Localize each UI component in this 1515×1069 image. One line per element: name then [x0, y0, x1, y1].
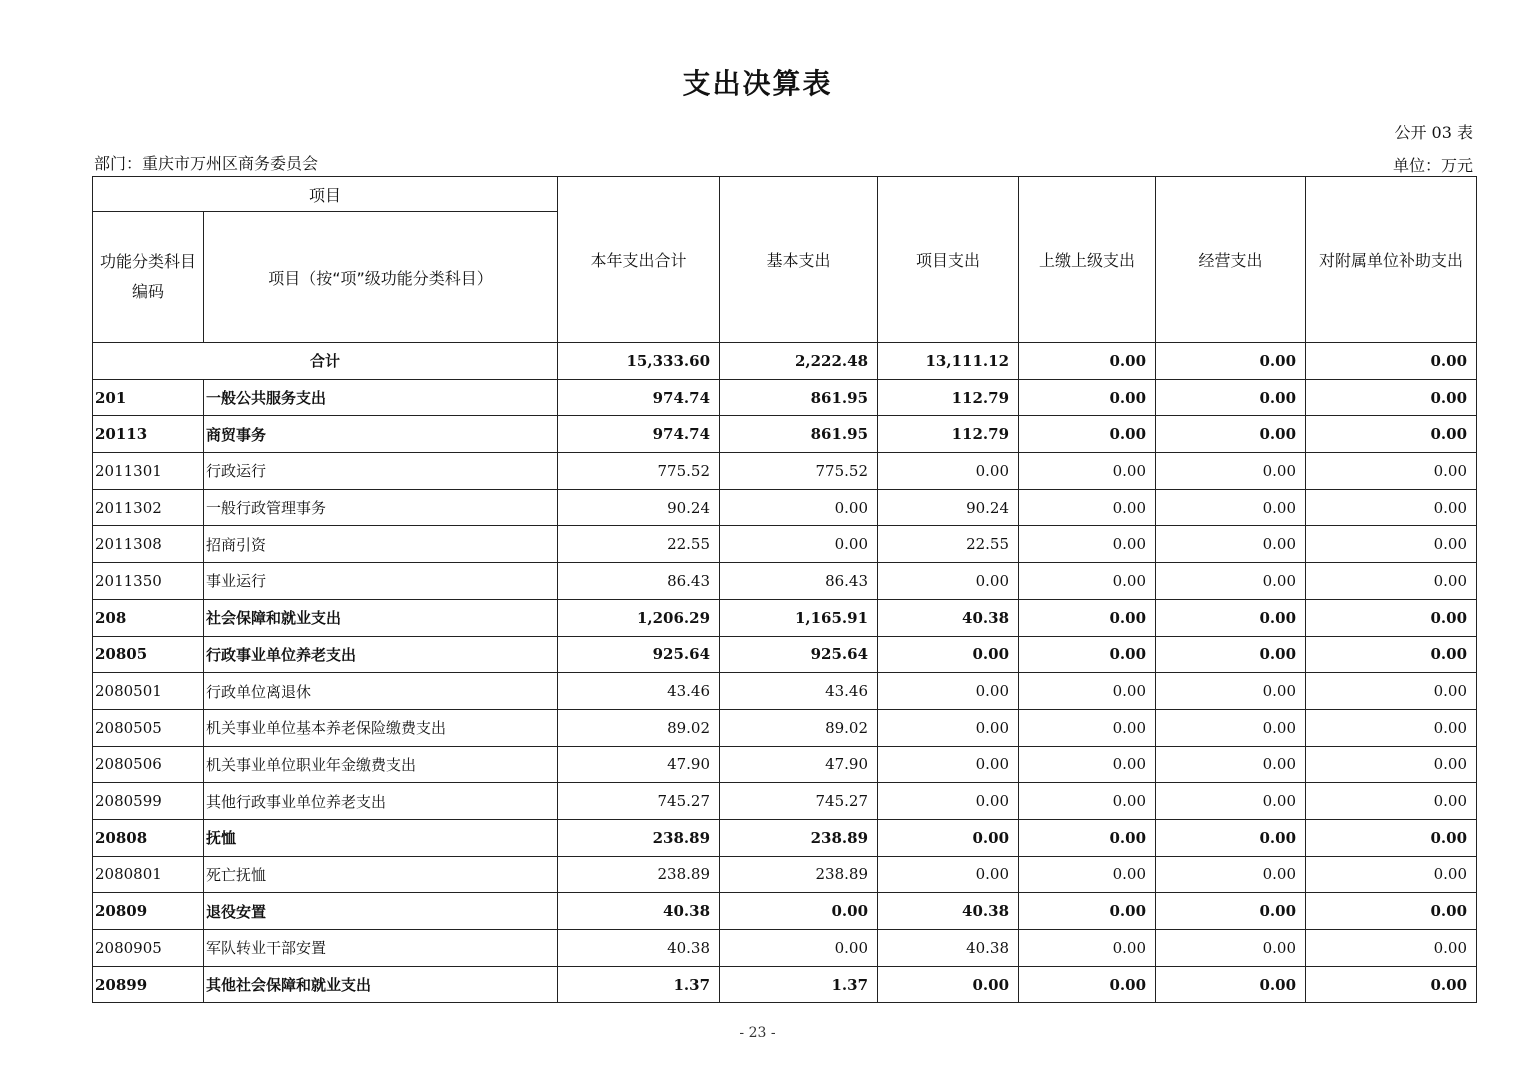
row-value: 0.00 — [1306, 819, 1477, 856]
row-value: 0.00 — [720, 930, 878, 967]
table-row — [93, 416, 1477, 453]
row-value: 22.55 — [878, 526, 1019, 563]
total-label: 合计 — [93, 343, 558, 380]
total-cell: 0.00 — [1306, 343, 1477, 380]
row-code: 20809 — [93, 893, 204, 930]
row-name: 行政事业单位养老支出 — [204, 636, 558, 673]
table-row — [93, 489, 1477, 526]
row-value: 0.00 — [1156, 379, 1306, 416]
total-cell: 2,222.48 — [720, 343, 878, 380]
row-name: 退役安置 — [204, 893, 558, 930]
row-name: 死亡抚恤 — [204, 856, 558, 893]
row-value: 0.00 — [878, 819, 1019, 856]
row-value: 0.00 — [878, 673, 1019, 710]
row-name: 事业运行 — [204, 563, 558, 600]
table-row — [93, 966, 1477, 1003]
table-row — [93, 819, 1477, 856]
row-value: 974.74 — [558, 379, 720, 416]
row-value: 0.00 — [1156, 416, 1306, 453]
row-name: 社会保障和就业支出 — [204, 599, 558, 636]
total-cell: 15,333.60 — [558, 343, 720, 380]
row-value: 0.00 — [1306, 563, 1477, 600]
table-row — [93, 673, 1477, 710]
table-row — [93, 563, 1477, 600]
row-code: 2080506 — [93, 746, 204, 783]
row-value: 0.00 — [1019, 856, 1156, 893]
row-value: 89.02 — [558, 709, 720, 746]
header-business: 经营支出 — [1156, 177, 1306, 343]
row-value: 0.00 — [1019, 563, 1156, 600]
row-name: 机关事业单位基本养老保险缴费支出 — [204, 709, 558, 746]
total-row — [93, 343, 1477, 380]
row-value: 112.79 — [878, 416, 1019, 453]
row-value: 0.00 — [1019, 416, 1156, 453]
row-value: 238.89 — [720, 856, 878, 893]
row-value: 0.00 — [1306, 416, 1477, 453]
row-code: 208 — [93, 599, 204, 636]
row-value: 1.37 — [558, 966, 720, 1003]
row-value: 0.00 — [720, 489, 878, 526]
row-value: 925.64 — [558, 636, 720, 673]
table-row — [93, 746, 1477, 783]
row-value: 861.95 — [720, 379, 878, 416]
table-number: 公开 03 表 — [1394, 123, 1473, 142]
table-row — [93, 930, 1477, 967]
row-value: 775.52 — [558, 453, 720, 490]
header-basic: 基本支出 — [720, 177, 878, 343]
row-value: 0.00 — [1156, 526, 1306, 563]
row-value: 86.43 — [720, 563, 878, 600]
row-value: 925.64 — [720, 636, 878, 673]
row-name: 招商引资 — [204, 526, 558, 563]
row-value: 0.00 — [878, 563, 1019, 600]
row-value: 0.00 — [878, 856, 1019, 893]
row-value: 0.00 — [1156, 673, 1306, 710]
row-value: 0.00 — [1306, 489, 1477, 526]
row-name: 行政运行 — [204, 453, 558, 490]
row-value: 0.00 — [1019, 746, 1156, 783]
row-value: 0.00 — [1306, 783, 1477, 820]
row-code: 2080501 — [93, 673, 204, 710]
header-code: 功能分类科目编码 — [93, 212, 204, 343]
table-row — [93, 526, 1477, 563]
row-value: 0.00 — [1019, 673, 1156, 710]
row-value: 0.00 — [1019, 966, 1156, 1003]
table-row — [93, 599, 1477, 636]
row-value: 0.00 — [1156, 636, 1306, 673]
row-value: 47.90 — [558, 746, 720, 783]
row-value: 238.89 — [558, 819, 720, 856]
row-code: 2011308 — [93, 526, 204, 563]
row-value: 775.52 — [720, 453, 878, 490]
row-value: 0.00 — [1306, 379, 1477, 416]
row-value: 1,165.91 — [720, 599, 878, 636]
row-code: 2011302 — [93, 489, 204, 526]
row-code: 2011350 — [93, 563, 204, 600]
row-value: 745.27 — [558, 783, 720, 820]
row-value: 0.00 — [1306, 453, 1477, 490]
row-value: 0.00 — [1156, 966, 1306, 1003]
header-name: 项目（按“项”级功能分类科目） — [204, 212, 558, 343]
row-code: 2080905 — [93, 930, 204, 967]
row-value: 0.00 — [1156, 893, 1306, 930]
row-value: 238.89 — [720, 819, 878, 856]
row-value: 0.00 — [1156, 489, 1306, 526]
row-value: 0.00 — [878, 453, 1019, 490]
row-value: 1,206.29 — [558, 599, 720, 636]
row-value: 0.00 — [1156, 819, 1306, 856]
row-code: 20805 — [93, 636, 204, 673]
row-value: 0.00 — [1019, 636, 1156, 673]
row-value: 0.00 — [720, 893, 878, 930]
row-value: 22.55 — [558, 526, 720, 563]
row-value: 0.00 — [1156, 709, 1306, 746]
row-code: 201 — [93, 379, 204, 416]
row-name: 一般公共服务支出 — [204, 379, 558, 416]
row-value: 0.00 — [1019, 599, 1156, 636]
department-label: 部门：重庆市万州区商务委员会 — [94, 154, 319, 173]
row-value: 0.00 — [1019, 526, 1156, 563]
row-name: 商贸事务 — [204, 416, 558, 453]
table-row — [93, 783, 1477, 820]
row-name: 机关事业单位职业年金缴费支出 — [204, 746, 558, 783]
row-value: 89.02 — [720, 709, 878, 746]
row-value: 90.24 — [558, 489, 720, 526]
table-row — [93, 636, 1477, 673]
row-value: 0.00 — [1306, 856, 1477, 893]
row-value: 0.00 — [1156, 930, 1306, 967]
row-code: 20899 — [93, 966, 204, 1003]
page-title: 支出决算表 — [682, 67, 833, 100]
row-value: 0.00 — [1019, 709, 1156, 746]
header-total: 本年支出合计 — [558, 177, 720, 343]
row-value: 0.00 — [1156, 453, 1306, 490]
row-name: 一般行政管理事务 — [204, 489, 558, 526]
total-cell: 0.00 — [1019, 343, 1156, 380]
row-name: 抚恤 — [204, 819, 558, 856]
header-subsidy: 对附属单位补助支出 — [1306, 177, 1477, 343]
row-value: 0.00 — [1156, 856, 1306, 893]
row-code: 2080505 — [93, 709, 204, 746]
table-row — [93, 856, 1477, 893]
row-name: 其他社会保障和就业支出 — [204, 966, 558, 1003]
header-upper-payment: 上缴上级支出 — [1019, 177, 1156, 343]
unit-label: 单位：万元 — [1392, 156, 1473, 175]
page-number: - 23 - — [739, 1025, 776, 1041]
row-code: 20113 — [93, 416, 204, 453]
header-project: 项目 — [93, 177, 558, 212]
table-row — [93, 893, 1477, 930]
row-value: 1.37 — [720, 966, 878, 1003]
table-row — [93, 709, 1477, 746]
row-code: 2080801 — [93, 856, 204, 893]
row-value: 0.00 — [1019, 819, 1156, 856]
row-value: 0.00 — [878, 783, 1019, 820]
row-value: 0.00 — [878, 709, 1019, 746]
row-value: 0.00 — [1306, 709, 1477, 746]
row-value: 745.27 — [720, 783, 878, 820]
row-value: 0.00 — [720, 526, 878, 563]
row-value: 0.00 — [1306, 599, 1477, 636]
row-value: 0.00 — [1306, 746, 1477, 783]
row-value: 43.46 — [558, 673, 720, 710]
row-value: 47.90 — [720, 746, 878, 783]
row-value: 0.00 — [1019, 453, 1156, 490]
row-value: 0.00 — [1019, 930, 1156, 967]
table-row — [93, 453, 1477, 490]
total-cell: 0.00 — [1156, 343, 1306, 380]
row-value: 0.00 — [1156, 599, 1306, 636]
row-name: 其他行政事业单位养老支出 — [204, 783, 558, 820]
row-value: 40.38 — [878, 599, 1019, 636]
row-value: 0.00 — [1019, 893, 1156, 930]
row-value: 40.38 — [558, 893, 720, 930]
row-value: 0.00 — [878, 746, 1019, 783]
row-code: 20808 — [93, 819, 204, 856]
row-value: 861.95 — [720, 416, 878, 453]
row-value: 40.38 — [878, 930, 1019, 967]
header-project-expenditure: 项目支出 — [878, 177, 1019, 343]
row-value: 112.79 — [878, 379, 1019, 416]
row-name: 军队转业干部安置 — [204, 930, 558, 967]
row-value: 43.46 — [720, 673, 878, 710]
row-value: 974.74 — [558, 416, 720, 453]
row-value: 40.38 — [558, 930, 720, 967]
row-value: 0.00 — [1019, 379, 1156, 416]
row-value: 86.43 — [558, 563, 720, 600]
row-value: 0.00 — [878, 636, 1019, 673]
row-code: 2011301 — [93, 453, 204, 490]
row-value: 0.00 — [1306, 966, 1477, 1003]
row-value: 0.00 — [1019, 783, 1156, 820]
row-value: 0.00 — [1306, 930, 1477, 967]
row-value: 0.00 — [1306, 673, 1477, 710]
table-row — [93, 379, 1477, 416]
row-value: 0.00 — [1156, 563, 1306, 600]
row-code: 2080599 — [93, 783, 204, 820]
row-value: 0.00 — [1156, 783, 1306, 820]
row-name: 行政单位离退休 — [204, 673, 558, 710]
row-value: 0.00 — [1306, 526, 1477, 563]
row-value: 0.00 — [1306, 636, 1477, 673]
row-value: 90.24 — [878, 489, 1019, 526]
row-value: 0.00 — [1306, 893, 1477, 930]
total-cell: 13,111.12 — [878, 343, 1019, 380]
row-value: 40.38 — [878, 893, 1019, 930]
row-value: 0.00 — [878, 966, 1019, 1003]
row-value: 238.89 — [558, 856, 720, 893]
row-value: 0.00 — [1156, 746, 1306, 783]
row-value: 0.00 — [1019, 489, 1156, 526]
expenditure-table — [92, 176, 1477, 1003]
